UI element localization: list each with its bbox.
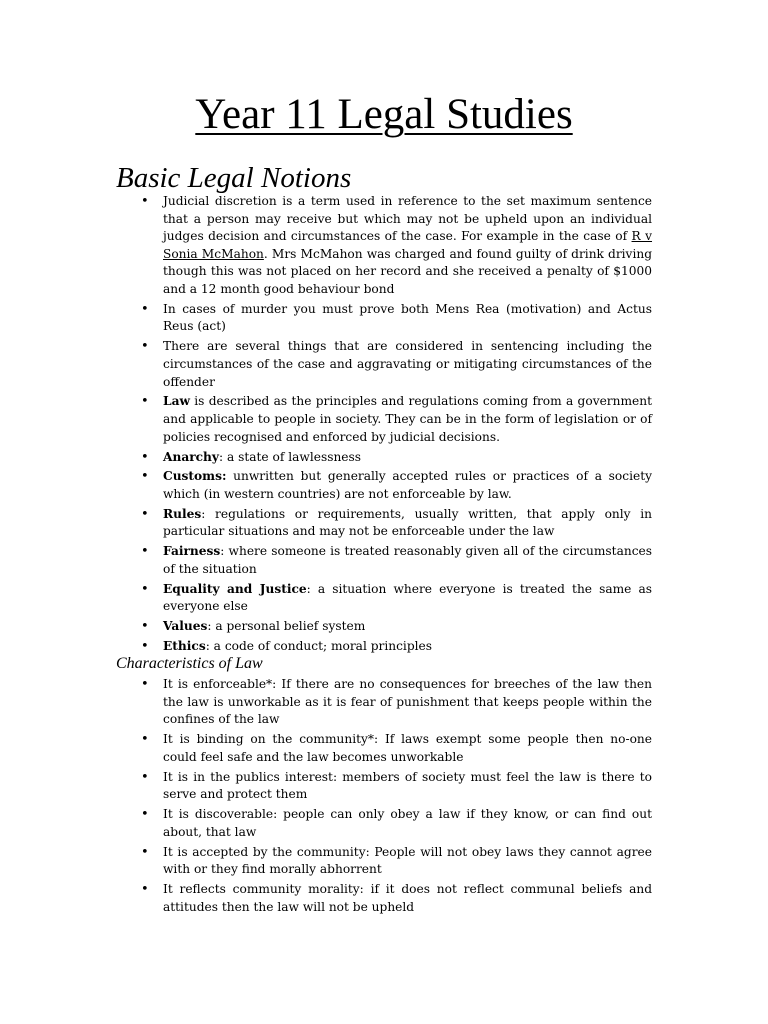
list-item (0, 676, 652, 729)
bullet-icon: • (141, 882, 149, 898)
list-item (0, 581, 652, 616)
item-text: : a personal belief system (207, 619, 366, 634)
bullet-icon: • (141, 301, 149, 317)
item-text: Judicial discretion is a term used in reference to the set maximum sentence that a person may receive but which may not be upheld upon an individual judges decision and circumstances of the case. For example in the case of (163, 194, 652, 244)
item-text: It is accepted by the community: People will not obey laws they cannot agree with or they find morally abhorrent (163, 844, 652, 877)
term-label: Ethics (163, 639, 206, 654)
bullet-icon: • (141, 807, 149, 823)
list-item (0, 806, 652, 841)
item-text: It is discoverable: people can only obey a law if they know, or can find out about, that law (163, 807, 652, 839)
list-item (0, 618, 652, 636)
list-item (0, 193, 652, 299)
bullet-icon: • (141, 506, 149, 522)
term-label: Law (163, 394, 190, 409)
bullet-icon: • (141, 339, 149, 355)
item-text: : a situation where everyone is treated the same as everyone else (163, 581, 652, 614)
bullet-icon: • (141, 544, 149, 560)
item-text: unwritten but generally accepted rules or practices of a society which (in western countries) are not enforceable by law. (163, 469, 652, 501)
case-link[interactable]: R v Sonia McMahon (163, 229, 653, 261)
list-item (0, 731, 652, 766)
bullet-icon: • (141, 732, 149, 748)
bullet-icon: • (141, 677, 149, 692)
list-item (0, 468, 652, 503)
section-heading-characteristics-of-law: Characteristics of Law (116, 655, 263, 672)
bullet-icon: • (141, 581, 149, 597)
bullet-icon: • (141, 394, 149, 410)
item-text: It is enforceable*: If there are no consequences for breeches of the law then the law is unworkable as it is fear of punishment that keeps people within the confines of the law (163, 677, 652, 727)
term-label: Rules (163, 506, 202, 521)
item-text: It is in the publics interest: members of society must feel the law is there to serve and protect them (163, 769, 652, 802)
item-text: is described as the principles and regulations coming from a government and applicable to people in society. They can be in the form of legislation or of policies recognised and enforced by judicial decisions. (163, 394, 652, 444)
list-item (0, 844, 652, 879)
bullet-icon: • (141, 844, 149, 860)
item-text: There are several things that are considered in sentencing including the circumstances of the case and aggravating or mitigating circumstances of the offender (163, 339, 652, 389)
item-text: It is binding on the community*: If laws exempt some people then no-one could feel safe and the law becomes unworkable (163, 732, 652, 764)
item-text: . Mrs McMahon was charged and found guilty of drink driving though this was not placed on her record and she received a penalty of $1000 and a 12 month good behaviour bond (163, 246, 652, 296)
list-item (0, 338, 652, 391)
list-item (0, 881, 652, 916)
term-label: Anarchy (163, 449, 219, 464)
bullet-icon: • (141, 619, 149, 635)
bullet-icon: • (141, 769, 149, 785)
bullet-icon: • (141, 449, 149, 465)
item-text: : a code of conduct; moral principles (205, 639, 432, 654)
bullet-icon: • (141, 194, 149, 209)
term-label: Values (163, 619, 208, 634)
item-text: : where someone is treated reasonably given all of the circumstances of the situation (163, 544, 652, 576)
list-item (0, 638, 652, 656)
term-label: Fairness (163, 544, 221, 559)
list-item (0, 543, 652, 578)
item-text: In cases of murder you must prove both Mens Rea (motivation) and Actus Reus (act) (163, 301, 652, 334)
term-label: Equality and Justice (163, 581, 307, 596)
bullet-icon: • (141, 639, 149, 655)
list-item (0, 449, 652, 467)
item-text: : regulations or requirements, usually written, that apply only in particular situations and may not be enforceable under the law (163, 506, 652, 539)
item-text: It reflects community morality: if it does not reflect communal beliefs and attitudes then the law will not be upheld (163, 882, 652, 914)
list-item (0, 301, 652, 336)
bullet-icon: • (141, 469, 149, 485)
basic-legal-notions-list (0, 193, 652, 658)
page-title: Year 11 Legal Studies (195, 91, 573, 138)
list-item (0, 769, 652, 804)
list-item (0, 506, 652, 541)
item-text: : a state of lawlessness (219, 449, 362, 464)
characteristics-of-law-list (0, 676, 652, 919)
list-item (0, 393, 652, 446)
section-heading-basic-legal-notions: Basic Legal Notions (116, 162, 352, 194)
term-label: Customs: (163, 469, 227, 484)
